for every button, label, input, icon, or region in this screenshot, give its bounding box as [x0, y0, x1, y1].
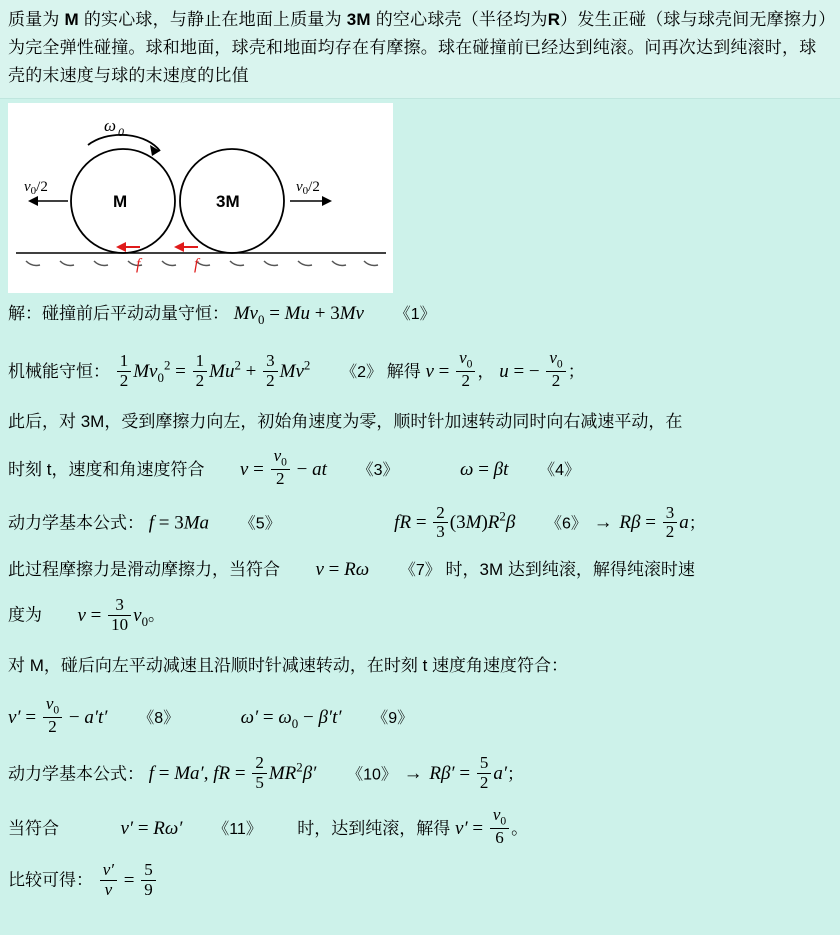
line8-arrow: →	[403, 762, 423, 784]
physics-figure	[8, 103, 393, 293]
line4-equation-2: fR = $\frac{2}{3}$ $(3M)R^2\beta$	[394, 502, 516, 542]
line3-prefix: 时刻 t，速度和角速度符合	[8, 459, 205, 479]
line9-prefix: 当符合	[8, 819, 59, 839]
line4-ref-2: 《6》	[546, 515, 587, 533]
line5-suffix: 时，3M 达到纯滚，解得纯滚时速	[445, 560, 695, 580]
line5-prefix: 此过程摩擦力是滑动摩擦力，当符合	[8, 560, 280, 580]
line2-mid: 解得	[386, 361, 421, 381]
svg-text:0: 0	[118, 125, 124, 139]
line2-comma: ，	[477, 361, 495, 381]
line4-semicolon: ；	[688, 513, 706, 533]
svg-text:M: M	[113, 192, 128, 211]
line3-ref-1: 《3》	[357, 461, 399, 479]
line5-equation-1: v = Rω	[315, 559, 370, 581]
line10-prefix: 比较可得：	[8, 870, 93, 890]
line7-ref-1: 《8》	[138, 709, 180, 727]
svg-text:3M: 3M	[216, 192, 240, 211]
svg-text:v0/2: $v_0/2$	[24, 179, 48, 197]
solution-line-6: 对 M，碰后向左平动减速且沿顺时针减速转动，在时刻 t 速度角速度符合：	[8, 655, 569, 675]
line9-period: 。	[511, 819, 529, 839]
line9-mid: 时，达到纯滚，解得	[297, 819, 451, 839]
solution-line-10	[8, 861, 830, 899]
line9-equation-1: v′ = Rω′	[120, 818, 183, 840]
solution-body	[0, 293, 840, 899]
svg-text:ω: ω	[104, 116, 117, 135]
line7-ref-2: 《9》	[372, 709, 414, 727]
solution-line-4	[8, 502, 830, 542]
line1-ref: 《1》	[394, 306, 436, 323]
line4-equation-1: f = 3Ma	[148, 512, 210, 534]
line4-equation-3: Rβ = $\frac{3}{2}$ a	[619, 502, 689, 542]
solution-line-3a: 此后，对 3M，受到摩擦力向左，初始角速度为零，顺时针加速转动同时向右减速平动，在	[8, 411, 683, 431]
svg-text:f: f	[194, 256, 199, 273]
line8-equation-1: f = Ma′, fR = $\frac{2}{5}$ $MR^2\beta'$	[148, 753, 317, 792]
solution-line-5a	[8, 555, 830, 586]
line8-ref-1: 《10》	[347, 765, 397, 783]
line5-period: 。	[148, 605, 166, 625]
line5-equation-2: v = $\frac{3}{10}$ $v_0$	[77, 595, 149, 634]
line8-semicolon: ；	[506, 763, 524, 783]
line4-prefix: 动力学基本公式：	[8, 513, 144, 533]
line3-ref-2: 《4》	[539, 461, 581, 479]
solution-line-8	[8, 753, 830, 793]
line1-equation: $Mv_0 = Mu + 3Mv$	[233, 303, 364, 327]
line2-ref: 《2》	[341, 363, 382, 381]
line10-equation: $\frac{v'}{v}$ = $\frac{5}{9}$	[98, 870, 158, 891]
line3-equation-2: ω = βt	[460, 458, 509, 480]
line2-equation: $\frac{1}{2}$ $Mv_0^2$ = $\frac{1}{2}$ Mu$^2$ + $\frac{3}{2}$ Mv$^2$	[115, 361, 315, 382]
solution-line-5b	[8, 596, 830, 636]
line1-prefix: 解：碰撞前后平动动量守恒：	[8, 304, 229, 323]
solution-line-3b	[8, 447, 830, 488]
solution-line-7	[8, 695, 830, 739]
line4-ref-1: 《5》	[239, 515, 281, 533]
line3-equation-1: v = $\frac{v_0}{2}$ − at	[239, 445, 327, 488]
line4-arrow: →	[593, 512, 613, 534]
svg-text:f: f	[136, 256, 141, 273]
line7-equation-2: $\omega' = \omega_0 - \beta't'$	[240, 706, 342, 731]
line2-equation-3: u = − $\frac{v_0}{2}$	[499, 361, 568, 382]
line9-equation-2: v′ = $\frac{v_0}{6}$	[455, 818, 511, 839]
solution-line-2	[8, 349, 830, 393]
solution-line-9	[8, 806, 830, 847]
line5-ref-1: 《7》	[399, 562, 441, 580]
solution-line-1	[8, 299, 830, 335]
line2-equation-2: v = $\frac{v_0}{2}$	[425, 361, 477, 382]
line8-prefix: 动力学基本公式：	[8, 763, 144, 783]
line8-equation-2: Rβ′ = $\frac{5}{2}$ a′	[429, 753, 507, 792]
line2-semicolon: ；	[567, 361, 585, 381]
svg-text:v0/2: $v_0/2$	[296, 179, 320, 197]
line9-ref-1: 《11》	[213, 821, 262, 839]
line5-c: 度为	[8, 605, 42, 625]
line2-prefix: 机械能守恒：	[8, 361, 110, 381]
problem-statement: 质量为 M 的实心球，与静止在地面上质量为 3M 的空心球壳（半径均为R）发生正碰（球与球壳间无摩擦力）为完全弹性碰撞。球和地面，球壳和地面均存在有摩擦。球在碰撞前已经达到纯滚。问再次达到纯滚时，球壳的末速度与球的末速度的比值	[0, 0, 840, 99]
line7-equation-1: v′ = $\frac{v_0}{2}$ − a′t′	[8, 693, 108, 736]
